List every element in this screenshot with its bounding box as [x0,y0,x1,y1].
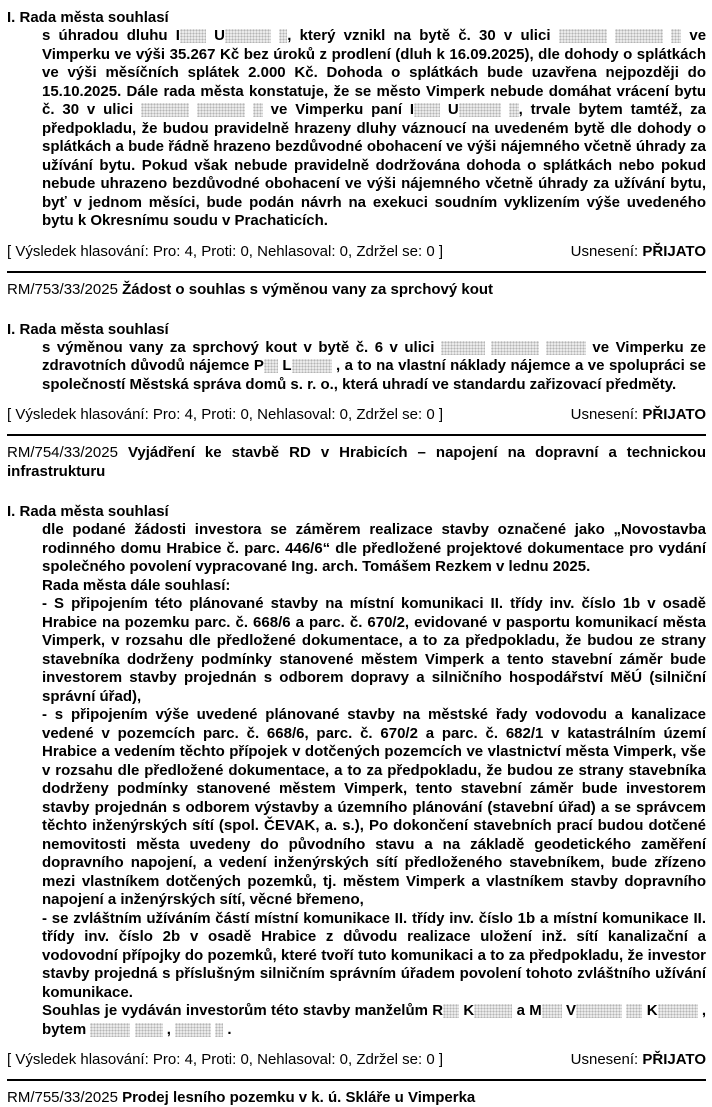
redacted-text [443,1004,459,1018]
redacted-text [509,103,519,117]
section-divider [7,434,706,436]
resolution-title: Žádost o souhlas s výměnou vany za sprchový kout [122,280,494,298]
body-paragraph: dle podané žádosti investora se záměrem realizace stavby označené jako „Novostavba rodinného domu Hrabice č. parc. 446/6“ dle předložené projektové dokumentace pro vydání společného povolení vypracované Ing. arch. Tomášem Rezkem v lednu 2025. [42,521,706,575]
body-paragraph: - s připojením výše uvedené plánované stavby na městské řady vodovodu a kanalizace vedené v pozemcích parc. č. 668/6, parc. č. 670/2 a parc. č. 682/1 v katastrálním území Hrabice a vedením těchto přípojek v dotčených pozemcích ve vlastnictví města Vimperk, vše v rozsahu dle předložené dokumentace, a to za předpokladu, že budou ze strany stavebníka dodrženy podmínky stanovené městem Vimperk, tento stavební záměr bude investorem stavby projednán s odborem výstavby a územního plánování (stavební úřad) a se správcem těchto inženýrských sítí (spol. ČEVAK, a. s.), Po dokončení stavebních prací budou dotčené nemovitosti města uvedeny do původního stavu a na základě geodetického zaměření dopravního napojení, a vedení inženýrských sítí předloženého stavebníkem, bude zřízeno mezi vlastníkem dotčených pozemků, tj. městem Vimperk a vlastníkem stavby dopravního napojení a inženýrských sítí, věcné břemeno, [42,706,706,908]
redacted-text [658,1004,698,1018]
resolution-status-label: Usnesení: [570,406,639,423]
redacted-text [225,29,271,43]
redacted-text [491,341,539,355]
vote-result-row [7,405,706,424]
resolution-status-value: PŘIJATO [642,1051,706,1068]
redacted-text [615,29,663,43]
resolution-title: Prodej lesního pozemku v k. ú. Skláře u Vimperka [122,1089,476,1106]
vote-result-row [7,1050,706,1069]
body-paragraph: - S připojením této plánované stavby na místní komunikaci II. třídy inv. číslo 1b v osadě Hrabice na pozemku parc. č. 668/6 a parc. č. 670/2, evidované v pasportu komunikací města Vimperk, v rozsahu dle předložené dokumentace, a to za předpokladu, že budou ze strany stavebníka dodrženy podmínky stanovené městem Vimperk a tento stavební záměr bude investorem stavby projednán s odborem dopravy a silničního hospodářství MěÚ (silniční správní úřad), [42,595,706,705]
redacted-text [197,103,245,117]
redacted-text [264,359,278,373]
body-paragraph: s výměnou vany za sprchový kout v bytě č. 6 v ulici ve Vimperku ze zdravotních důvodů nájemce P L , a to na vlastní náklady nájemce a ve spolupráci se společností Městská správa domů s. r. o., která uhradí ve standardu zařizovací předměty. [42,338,707,393]
redacted-text [546,341,586,355]
redacted-text [175,1023,211,1037]
resolution-body [42,27,706,231]
body-paragraph: - se zvláštním užíváním částí místní komunikace II. třídy inv. číslo 1b a místní komunikace II. třídy inv. číslo 2b v osadě Hrabice z důvodu realizace uložení inž. sítí kanalizační a vodovodní přípojky do pozemků, které tvoří tuto komunikaci a to za předpokladu, že investor stavby projedná s příslušným silničním správním úřadem povolení tohoto zvláštního užívání komunikace. [42,909,706,1001]
section-divider [7,271,706,273]
vote-result-text: [ Výsledek hlasování: Pro: 4, Proti: 0, Nehlasoval: 0, Zdržel se: 0 ] [7,242,444,260]
resolution-heading [7,443,706,481]
redacted-text [141,103,189,117]
clause-heading: I. Rada města souhlasí [7,9,169,26]
vote-result-row [7,242,706,261]
resolution-number: RM/755/33/2025 [7,1089,118,1106]
redacted-text [90,1023,130,1037]
redacted-text [576,1004,622,1018]
redacted-text [626,1004,642,1018]
redacted-text [414,103,440,117]
redacted-text [542,1004,562,1018]
redacted-text [474,1004,512,1018]
redacted-text [292,359,332,373]
resolution-title: Vyjádření ke stavbě RD v Hrabicích – napojení na dopravní a technickou infrastrukturu [7,444,706,480]
resolution-status [571,1050,706,1069]
redacted-text [135,1023,163,1037]
resolution-body [42,339,706,395]
body-paragraph: Souhlas je vydáván investorům této stavby manželům R K a M V K , bytem , . [42,1002,707,1038]
redacted-text [215,1023,223,1037]
redacted-text [253,103,263,117]
vote-result-text: [ Výsledek hlasování: Pro: 4, Proti: 0, Nehlasoval: 0, Zdržel se: 0 ] [7,406,444,423]
resolution-status-value: PŘIJATO [642,406,706,423]
vote-result-text: [ Výsledek hlasování: Pro: 4, Proti: 0, Nehlasoval: 0, Zdržel se: 0 ] [7,1051,444,1068]
resolution-body [42,521,706,1039]
body-paragraph: s úhradou dluhu I U , který vznikl na bytě č. 30 v ulici ve Vimperku ve výši 35.267 Kč bez úroků z prodlení (dluh k 16.09.2025), dle dohody o splátkách ve výši měsíčních splátek 2.000 Kč. Dohoda o splátkách bude uzavřena nejpozději do 15.10.2025. Dále rada města konstatuje, že se město Vimperk nebude domáhat vrácení bytu č. 30 v ulici ve Vimperku paní I U , trvale bytem tamtéž, za předpokladu, že budou pravidelně hrazeny dluhy váznoucí na uvedeném bytě dle dohody o splátkách a bude řádně hrazeno bezdůvodné obohacení ve výši nájemného včetně úhrady za užívání bytu. Pokud však nebude pravidelně dodržována dohoda o splátkách nebo pokud nebude uhrazeno bezdůvodné obohacení ve výši nájemného včetně úhrady za užívání bytu, byť v jednom měsíci, bude podán návrh na exekuci soudním vyklizením výše uvedeného bytu k Okresnímu soudu v Prachaticích. [42,27,707,229]
resolution-heading [7,1088,706,1107]
section-divider [7,1079,706,1081]
resolution-status-label: Usnesení: [570,242,639,260]
resolution-status [571,242,706,261]
resolution-number: RM/754/33/2025 [7,444,118,461]
clause-heading: I. Rada města souhlasí [7,320,169,338]
body-paragraph: Rada města dále souhlasí: [42,576,231,594]
resolution-status [571,405,706,424]
resolution-number: RM/753/33/2025 [7,280,118,298]
redacted-text [180,29,206,43]
resolution-status-value: PŘIJATO [642,242,706,260]
clause-heading: I. Rada města souhlasí [7,503,169,520]
resolution-heading [7,280,706,299]
redacted-text [279,29,287,43]
redacted-text [459,103,501,117]
redacted-text [441,341,485,355]
redacted-text [559,29,607,43]
redacted-text [671,29,681,43]
resolution-status-label: Usnesení: [570,1051,639,1068]
